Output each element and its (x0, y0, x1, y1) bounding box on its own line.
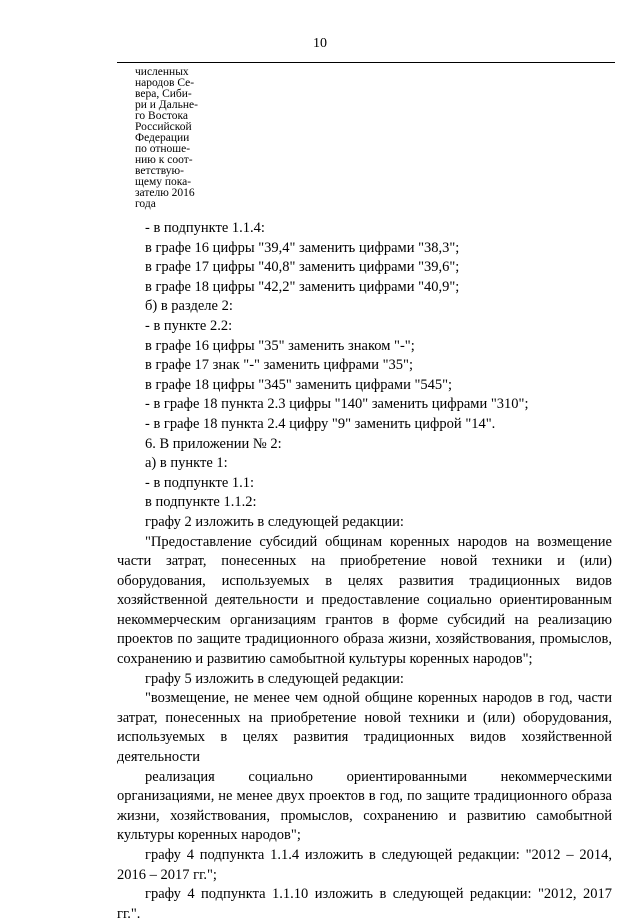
amendment-text: графу 4 подпункта 1.1.4 изложить в следующей редакции: "2012 – 2014, 2016 – 2017 гг."; (117, 847, 612, 883)
amendment-line: б) в разделе 2: (145, 298, 233, 315)
cell-line: Федерации (135, 132, 190, 144)
cell-line: по отноше- (135, 143, 191, 155)
amendment-line: 6. В приложении № 2: (145, 435, 282, 452)
amendment-line: в графе 17 цифры "40,8" заменить цифрами "39,6"; (145, 259, 460, 276)
cell-line: ветствую- (135, 165, 184, 177)
table-bottom-rule (117, 62, 615, 63)
cell-line: ри и Дальне- (135, 99, 198, 111)
amendment-line: - в графе 18 пункта 2.4 цифру "9" заменить цифрой "14". (145, 415, 496, 432)
quoted-paragraph-grafa-5 (0, 689, 640, 767)
amendment-line: а) в пункте 1: (145, 455, 228, 472)
cell-line: нию к соот- (135, 154, 193, 166)
amendment-line: графу 5 изложить в следующей редакции: (145, 670, 404, 687)
amendment-line: - в подпункте 1.1.4: (145, 220, 265, 236)
document-body (0, 219, 640, 924)
amendment-line: в графе 17 знак "-" заменить цифрами "35"; (145, 357, 413, 374)
cell-line: года (135, 198, 156, 210)
amendment-line: в графе 18 цифры "42,2" заменить цифрами "40,9"; (145, 278, 460, 295)
cell-line: Российской (135, 121, 192, 133)
amendment-line: - в подпункте 1.1: (145, 474, 255, 491)
amendment-line: графу 2 изложить в следующей редакции: (145, 513, 404, 530)
amendment-text: графу 4 подпункта 1.1.10 изложить в следующей редакции: "2012, 2017 гг.". (117, 886, 612, 922)
amendment-line: в графе 16 цифры "35" заменить знаком "-"; (145, 337, 415, 354)
quote-text: "Предоставление субсидий общинам коренных народов на возмещение части затрат, понесенных на приобретение новой техники и (или) оборудования, используемых в целях развития традиционных видов хозяйственной деятельности и предоставление социально ориентированным некоммерческим организациям грантов в форме субсидий на реализацию проектов по защите традиционного образа жизни, хозяйствования, промыслов, сохранению и развитию самобытной культуры коренных народов"; (117, 533, 612, 668)
cell-line: зателю 2016 (135, 187, 195, 199)
cell-line: народов Се- (135, 77, 195, 89)
amendment-line: в подпункте 1.1.2: (145, 494, 257, 511)
quoted-paragraph-grafa-2 (0, 533, 640, 670)
amendment-line: - в графе 18 пункта 2.3 цифры "140" заменить цифрами "310"; (145, 396, 529, 413)
cell-line: численных (135, 66, 189, 78)
cell-line: вера, Сиби- (135, 88, 192, 100)
cell-line: го Востока (135, 110, 189, 122)
quote-text: "возмещение, не менее чем одной общине коренных народов в год, части затрат, понесенных на приобретение новой техники и (или) оборудования, используемых в целях развития традиционных видов хозяйственной деятельности (117, 690, 612, 766)
amendment-paragraph (0, 846, 640, 885)
cell-line: щему пока- (135, 176, 192, 188)
amendment-line: в графе 18 цифры "345" заменить цифрами "545"; (145, 376, 453, 393)
table-cell-fragment (135, 67, 215, 210)
quoted-paragraph-grafa-5-cont (0, 768, 640, 846)
quote-text: реализация социально ориентированными некоммерческими организациями, не менее двух проектов в год, по защите традиционного образа жизни, хозяйствования, промыслов, сохранению и развитию самобытной культуры коренных народов"; (117, 768, 612, 844)
page-number: 10 (313, 36, 327, 51)
amendment-line: в графе 16 цифры "39,4" заменить цифрами "38,3"; (145, 239, 460, 256)
amendment-line: - в пункте 2.2: (145, 317, 233, 334)
